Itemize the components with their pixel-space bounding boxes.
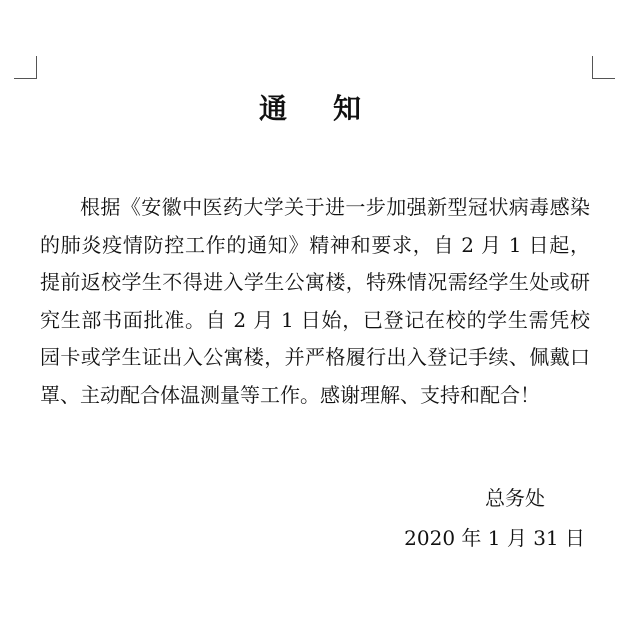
crop-mark-top-right xyxy=(592,56,615,79)
title-char-1: 通 xyxy=(258,92,289,125)
crop-mark-top-left xyxy=(14,56,37,79)
signature-date: 2020 年 1 月 31 日 xyxy=(404,526,585,550)
signature-department: 总务处 xyxy=(485,486,545,510)
title-char-2: 知 xyxy=(333,92,364,125)
notice-title xyxy=(0,92,622,126)
notice-body: 根据《安徽中医药大学关于进一步加强新型冠状病毒感染的肺炎疫情防控工作的通知》精神和要求，自 2 月 1 日起，提前返校学生不得进入学生公寓楼，特殊情况需经学生处或研究生部书面批准。自 2 月 1 日始，已登记在校的学生需凭校园卡或学生证出入公寓楼，并严格履行出入登记手续、佩戴口罩、主动配合体温测量等工作。感谢理解、支持和配合！ xyxy=(40,195,590,407)
